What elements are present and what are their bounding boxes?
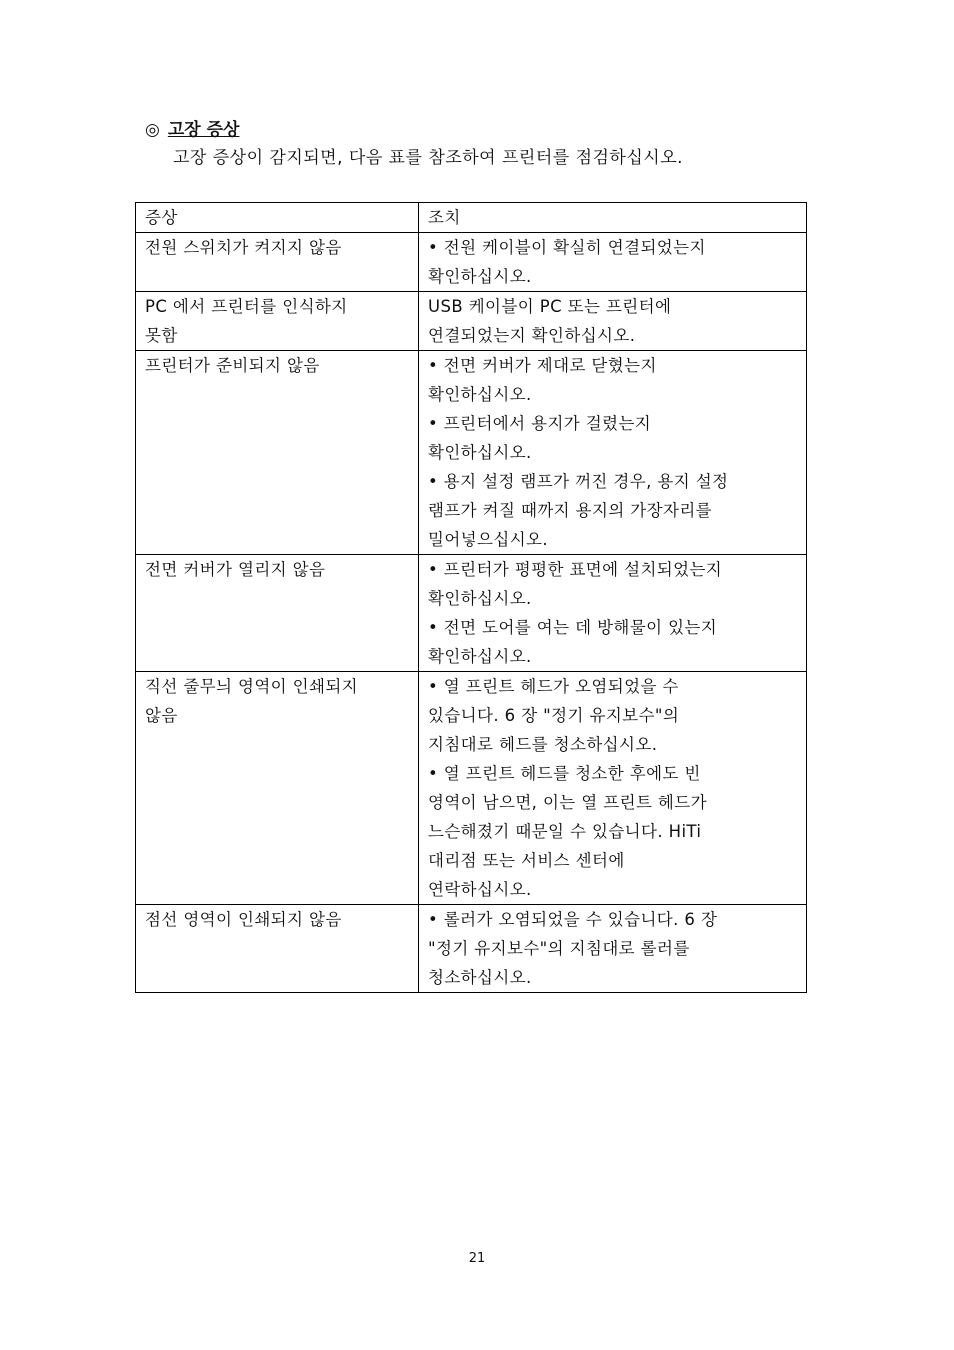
action-line: • 용지 설정 램프가 꺼진 경우, 용지 설정 <box>428 472 729 491</box>
symptom-line: 전원 스위치가 켜지지 않음 <box>145 238 342 257</box>
table-body <box>136 233 807 993</box>
symptom-cell <box>136 233 419 292</box>
symptom-cell <box>136 905 419 993</box>
action-line: 대리점 또는 서비스 센터에 <box>428 851 625 870</box>
section-heading <box>145 118 239 142</box>
action-line: • 열 프린트 헤드가 오염되었을 수 <box>428 677 679 696</box>
action-line: 느슨해졌기 때문일 수 있습니다. HiTi <box>428 822 702 841</box>
symptom-line: PC 에서 프린터를 인식하지 <box>145 297 348 316</box>
action-line: 연결되었는지 확인하십시오. <box>428 326 636 345</box>
symptom-line: 점선 영역이 인쇄되지 않음 <box>145 910 342 929</box>
action-line: 있습니다. 6 장 "정기 유지보수"의 <box>428 706 680 725</box>
table-row <box>136 672 807 905</box>
symptom-line: 프린터가 준비되지 않음 <box>145 356 320 375</box>
header-symptom: 증상 <box>136 203 419 233</box>
action-line: 연락하십시오. <box>428 880 532 899</box>
action-line: • 전면 커버가 제대로 닫혔는지 <box>428 356 657 375</box>
action-cell <box>419 351 807 555</box>
action-cell <box>419 672 807 905</box>
page-number: 21 <box>468 1251 486 1266</box>
action-line: 밀어넣으십시오. <box>428 530 549 549</box>
header-action: 조치 <box>419 203 807 233</box>
table-row <box>136 292 807 351</box>
symptom-line: 못함 <box>145 326 178 345</box>
symptom-cell <box>136 672 419 905</box>
action-line: 확인하십시오. <box>428 267 532 286</box>
action-line: 확인하십시오. <box>428 647 532 666</box>
symptom-line: 않음 <box>145 706 178 725</box>
action-line: • 전원 케이블이 확실히 연결되었는지 <box>428 238 706 257</box>
symptom-line: 직선 줄무늬 영역이 인쇄되지 <box>145 677 359 696</box>
double-circle-icon: ◎ <box>145 120 160 140</box>
action-line: 청소하십시오. <box>428 968 532 987</box>
action-line: • 전면 도어를 여는 데 방해물이 있는지 <box>428 618 718 637</box>
action-cell <box>419 233 807 292</box>
table-row <box>136 555 807 672</box>
table-row <box>136 351 807 555</box>
table-row <box>136 233 807 292</box>
action-line: 영역이 남으면, 이는 열 프린트 헤드가 <box>428 793 707 812</box>
action-line: "정기 유지보수"의 지침대로 롤러를 <box>428 939 690 958</box>
table-header-row <box>136 203 807 233</box>
symptom-cell <box>136 351 419 555</box>
action-cell <box>419 905 807 993</box>
intro-text: 고장 증상이 감지되면, 다음 표를 참조하여 프린터를 점검하십시오. <box>173 148 684 168</box>
table-row <box>136 905 807 993</box>
action-line: • 프린터에서 용지가 걸렸는지 <box>428 414 652 433</box>
action-line: 지침대로 헤드를 청소하십시오. <box>428 735 658 754</box>
action-line: 확인하십시오. <box>428 589 532 608</box>
action-line: • 프린터가 평평한 표면에 설치되었는지 <box>428 560 723 579</box>
action-cell <box>419 292 807 351</box>
action-line: 확인하십시오. <box>428 385 532 404</box>
action-line: 램프가 켜질 때까지 용지의 가장자리를 <box>428 501 713 520</box>
action-line: • 롤러가 오염되었을 수 있습니다. 6 장 <box>428 910 718 929</box>
symptom-cell <box>136 555 419 672</box>
action-line: USB 케이블이 PC 또는 프린터에 <box>428 297 672 316</box>
action-cell <box>419 555 807 672</box>
symptom-cell <box>136 292 419 351</box>
action-line: • 열 프린트 헤드를 청소한 후에도 빈 <box>428 764 701 783</box>
section-title: 고장 증상 <box>167 120 240 140</box>
symptom-line: 전면 커버가 열리지 않음 <box>145 560 326 579</box>
action-line: 확인하십시오. <box>428 443 532 462</box>
troubleshooting-table <box>135 202 807 993</box>
